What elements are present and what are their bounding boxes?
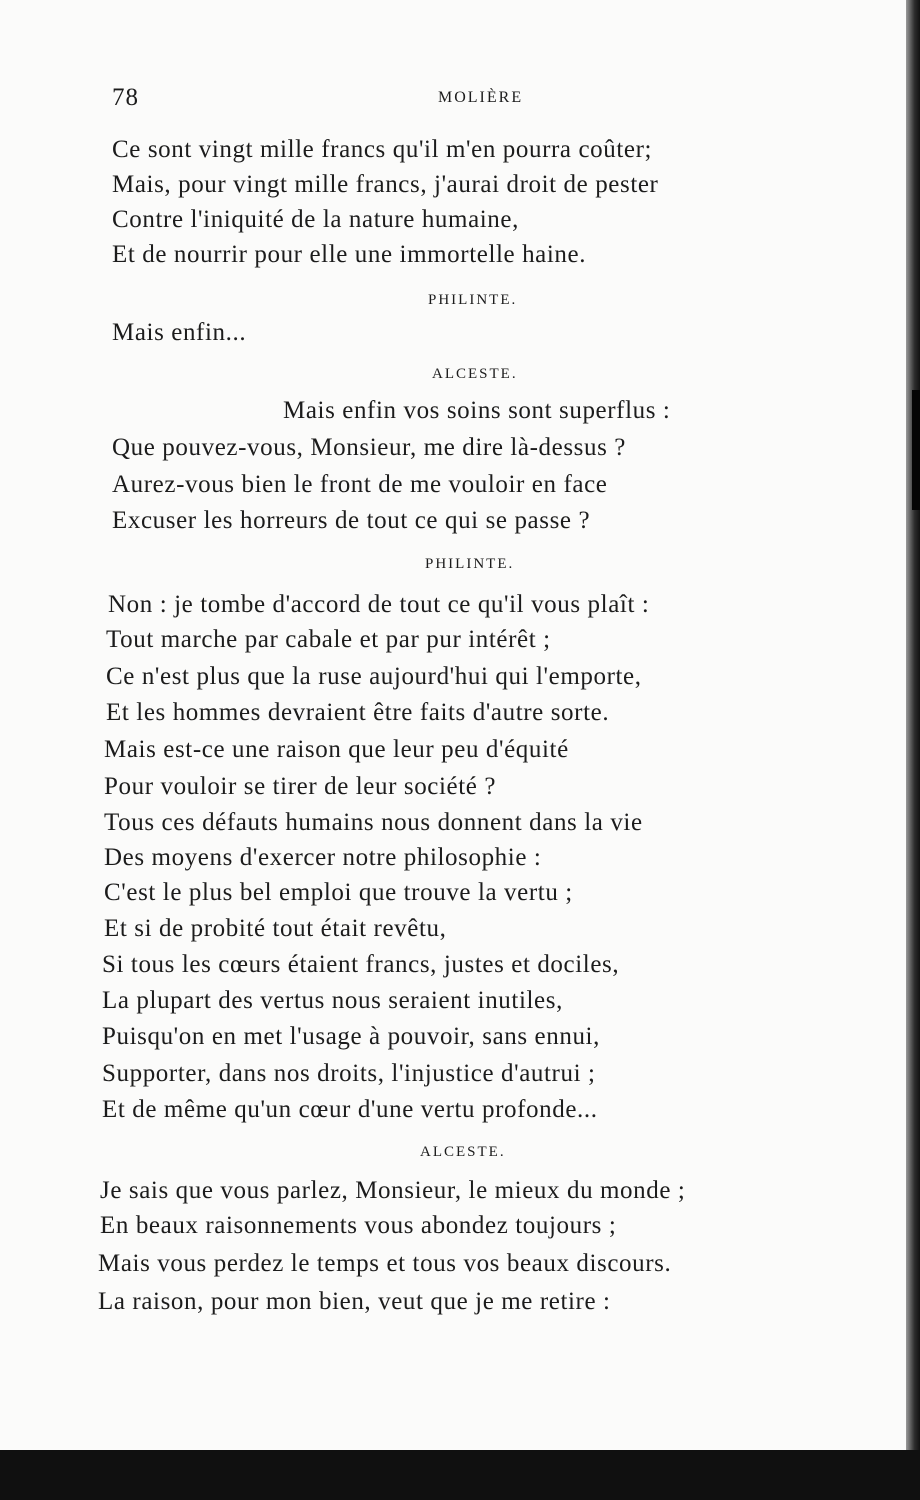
verse-line: Si tous les cœurs étaient francs, justes et dociles, [102,951,620,978]
verse-line: Et de nourrir pour elle une immortelle haine. [112,241,587,268]
page-edge-dark-strip [912,390,920,510]
speaker-name: ALCESTE. [420,1144,506,1160]
verse-line: Des moyens d'exercer notre philosophie : [104,844,542,871]
verse-line: Que pouvez-vous, Monsieur, me dire là-dessus ? [112,434,626,461]
verse-line: Je sais que vous parlez, Monsieur, le mieux du monde ; [100,1177,686,1204]
verse-line: Mais vous perdez le temps et tous vos beaux discours. [98,1250,672,1277]
running-title: MOLIÈRE [438,89,524,106]
verse-line: Et les hommes devraient être faits d'autre sorte. [106,699,610,726]
verse-line: Contre l'iniquité de la nature humaine, [112,206,519,233]
page-header [0,84,920,114]
page-edge-shadow [906,0,920,1500]
verse-line: Pour vouloir se tirer de leur société ? [104,773,497,800]
verse-line: La plupart des vertus nous seraient inutiles, [102,987,563,1014]
verse-line: Aurez-vous bien le front de me vouloir en face [112,471,608,498]
verse-line: Excuser les horreurs de tout ce qui se passe ? [112,507,591,534]
verse-line: Non : je tombe d'accord de tout ce qu'il vous plaît : [108,591,650,618]
verse-line: Mais enfin vos soins sont superflus : [283,397,671,424]
verse-line: Mais enfin... [112,319,247,346]
verse-line: Ce sont vingt mille francs qu'il m'en pourra coûter; [112,136,653,163]
verse-line: Et de même qu'un cœur d'une vertu profonde... [102,1096,598,1123]
verse-line: Tout marche par cabale et par pur intérêt ; [106,626,551,653]
speaker-name: ALCESTE. [432,366,518,382]
verse-line: Ce n'est plus que la ruse aujourd'hui qui l'emporte, [106,663,642,690]
verse-line: Mais, pour vingt mille francs, j'aurai droit de pester [112,171,659,198]
verse-line: La raison, pour mon bien, veut que je me retire : [98,1288,611,1315]
verse-line: Puisqu'on en met l'usage à pouvoir, sans ennui, [102,1023,600,1050]
speaker-name: PHILINTE. [425,556,515,572]
verse-line: C'est le plus bel emploi que trouve la vertu ; [104,879,573,906]
verse-line: Et si de probité tout était revêtu, [104,915,447,942]
scan-bottom-border [0,1450,920,1500]
speaker-name: PHILINTE. [428,292,518,308]
verse-line: Mais est-ce une raison que leur peu d'équité [104,736,569,763]
verse-line: Tous ces défauts humains nous donnent dans la vie [104,809,643,836]
page-number: 78 [112,84,139,111]
verse-line: Supporter, dans nos droits, l'injustice d'autrui ; [102,1060,596,1087]
verse-line: En beaux raisonnements vous abondez toujours ; [100,1212,617,1239]
